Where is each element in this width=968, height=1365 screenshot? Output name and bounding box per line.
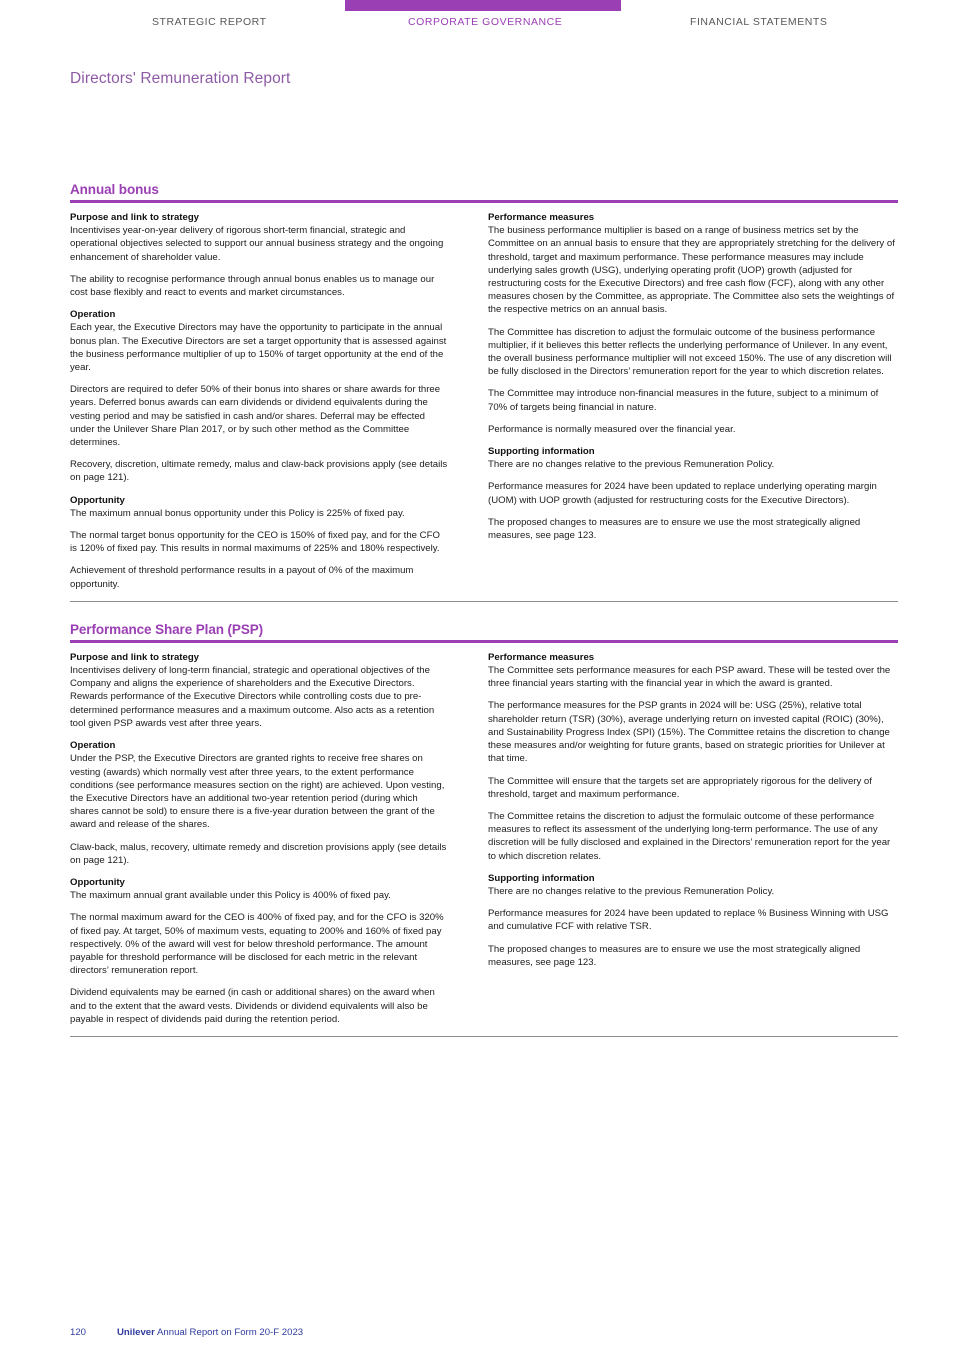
block-heading: Supporting information (488, 872, 595, 884)
paragraph: There are no changes relative to the previous Remuneration Policy. (488, 885, 775, 897)
paragraph: Incentivises delivery of long-term financial, strategic and operational objectives of the Company and aligns the experience of shareholders and the Executive Directors. Rewards performance of the Executive Directors while controlling costs due to pre-determined performance measures and a maximum outcome. Also acts as a retention tool given PSP awards vest after three years. (70, 665, 435, 729)
top-navigation (0, 0, 968, 36)
section-accent-rule (70, 200, 898, 203)
paragraph: The performance measures for the PSP grants in 2024 will be: USG (25%), relative total shareholder return (TSR) (30%), average underlying return on invested capital (ROIC) (30%), and Sustainability Progress Index (SPI) (15%). The Committee retains the discretion to change these measures and/or weighting for future grants, based on strategic priorities for Unilever at that time. (488, 700, 890, 765)
paragraph: The Committee may introduce non-financial measures in the future, subject to a minimum of 70% of targets being financial in nature. (488, 388, 879, 413)
section-columns (70, 211, 898, 591)
document-content (70, 182, 898, 1037)
section-performance-share-plan (70, 622, 898, 1037)
block-heading: Performance measures (488, 651, 595, 663)
nav-tab-corporate-governance[interactable]: CORPORATE GOVERNANCE (408, 16, 563, 28)
paragraph: The business performance multiplier is based on a range of business metrics set by the Committee on an annual basis to ensure that they are appropriately stretching for the delivery of threshold, target and maximum performance. These performance measures may include underlying sales growth (USG), underlying operating profit (UOP) growth (adjusted for restructuring costs for the Executive Directors) and free cash flow (FCF), along with any other measures chosen by the Committee, as appropriate. The Committee also sets the weightings of the respective metrics on an annual basis. (488, 225, 895, 316)
section-annual-bonus (70, 182, 898, 602)
section-heading: Performance Share Plan (PSP) (70, 621, 264, 637)
paragraph: There are no changes relative to the previous Remuneration Policy. (488, 459, 775, 471)
paragraph: The ability to recognise performance through annual bonus enables us to manage our cost base flexibly and react to events and market circumstances. (70, 273, 435, 299)
paragraph: Each year, the Executive Directors may have the opportunity to participate in the annual bonus plan. The Executive Directors are set a target opportunity that is assessed against the business performance multiplier of up to 150% of target opportunity at the end of the year. (70, 322, 447, 374)
block-opportunity (70, 876, 448, 1026)
paragraph: Directors are required to defer 50% of their bonus into shares or share awards for three years. Deferred bonus awards can earn dividends or dividend equivalents during the vesting period and may be satisfied in cash and/or shares. Deferral may be effected under the Unilever Share Plan 2017, or by such other method as the Committee determines. (70, 384, 441, 449)
paragraph: Achievement of threshold performance results in a payout of 0% of the maximum opportunity. (70, 565, 414, 590)
block-operation (70, 308, 448, 484)
section-divider (70, 1036, 898, 1037)
column-right (484, 651, 898, 1026)
paragraph: Incentivises year-on-year delivery of rigorous short-term financial, strategic and operational objectives selected to support our annual business strategy and the ongoing enhancement of shareholder value. (70, 225, 444, 263)
block-heading: Purpose and link to strategy (70, 212, 200, 223)
paragraph: Performance is normally measured over the financial year. (488, 423, 736, 435)
footer-brand-name: Unilever (117, 1327, 155, 1338)
paragraph: Performance measures for 2024 have been updated to replace % Business Winning with USG and cumulative FCF with relative TSR. (488, 908, 889, 933)
block-operation (70, 739, 448, 867)
paragraph: The Committee has discretion to adjust the formulaic outcome of the business performance multiplier, if it believes this better reflects the underlying performance of Unilever. In any event, the overall business performance multiplier will not exceed 150%. The use of any discretion will be fully disclosed in the Directors’ remuneration report for the year to which discretion relates. (488, 326, 892, 378)
block-heading: Opportunity (70, 876, 125, 888)
block-supporting-information (488, 872, 898, 969)
paragraph: Claw-back, malus, recovery, ultimate remedy and discretion provisions apply (see details on page 121). (70, 841, 447, 866)
block-heading: Purpose and link to strategy (70, 651, 200, 663)
section-divider (70, 601, 898, 602)
block-opportunity (70, 494, 448, 591)
block-heading: Supporting information (488, 446, 595, 458)
page-title: Directors' Remuneration Report (70, 70, 291, 87)
column-left (70, 651, 484, 1026)
footer-page-number: 120 (70, 1327, 87, 1338)
block-heading: Operation (70, 309, 116, 321)
paragraph: The Committee will ensure that the targets set are appropriately rigorous for the delivery of threshold, target and maximum performance. (488, 775, 872, 800)
section-accent-rule (70, 640, 898, 643)
paragraph: The Committee sets performance measures for each PSP award. These will be tested over the three financial years starting with the financial year in which the award is granted. (488, 665, 891, 690)
paragraph: Performance measures for 2024 have been updated to replace underlying operating margin (UOM) with UOP growth (adjusted for restructuring costs for the Executive Directors). (488, 481, 877, 506)
block-heading: Opportunity (70, 494, 125, 506)
block-heading: Performance measures (488, 212, 595, 223)
block-performance-measures (488, 211, 898, 436)
page-footer (70, 1327, 303, 1338)
section-heading: Annual bonus (70, 182, 159, 197)
paragraph: The normal maximum award for the CEO is 400% of fixed pay, and for the CFO is 320% of fixed pay. At target, 50% of maximum vests, equating to 200% and 160% of fixed pay respectively. 0% of the award will vest for below threshold performance. The amount payable for threshold performance will be disclosed for each metric in the relevant directors’ remuneration report. (70, 912, 444, 977)
active-tab-indicator-bar (345, 0, 621, 11)
nav-tab-strategic-report[interactable]: STRATEGIC REPORT (152, 16, 267, 28)
paragraph: The normal target bonus opportunity for the CEO is 150% of fixed pay, and for the CFO is 120% of fixed pay. This results in normal maximums of 225% and 180% respectively. (70, 530, 440, 555)
paragraph: The proposed changes to measures are to ensure we use the most strategically aligned measures, see page 123. (488, 516, 861, 542)
block-purpose-and-link-to-strategy (70, 211, 448, 299)
block-performance-measures (488, 651, 898, 863)
paragraph: Dividend equivalents may be earned (in cash or additional shares) on the award when and to the extent that the award vests. Dividends or dividend equivalents will also be payable in respect of dividends paid during the retention period. (70, 987, 435, 1025)
section-columns (70, 651, 898, 1026)
paragraph: Recovery, discretion, ultimate remedy, malus and claw-back provisions apply (see details on page 121). (70, 459, 448, 484)
column-right (484, 211, 898, 591)
paragraph: Under the PSP, the Executive Directors are granted rights to receive free shares on vesting (awards) which normally vest after three years, to the extent performance conditions (see performance measures section on the right) are achieved. Upon vesting, the Executive Directors have an additional two-year retention period (during which shares cannot be sold) to ensure there is a five-year duration between the grant of the award and release of the shares. (70, 753, 445, 831)
block-supporting-information (488, 445, 898, 542)
footer-report-title: Annual Report on Form 20-F 2023 (154, 1327, 304, 1338)
column-left (70, 211, 484, 591)
nav-tab-financial-statements[interactable]: FINANCIAL STATEMENTS (690, 16, 828, 28)
paragraph: The maximum annual grant available under this Policy is 400% of fixed pay. (70, 890, 391, 902)
paragraph: The proposed changes to measures are to ensure we use the most strategically aligned measures, see page 123. (488, 943, 861, 968)
block-heading: Operation (70, 740, 116, 752)
paragraph: The maximum annual bonus opportunity under this Policy is 225% of fixed pay. (70, 507, 405, 519)
paragraph: The Committee retains the discretion to adjust the formulaic outcome of these performance measures to reflect its assessment of the underlying long-term performance. The use of any discretion will be fully disclosed and explained in the Directors’ remuneration report for the year to which discretion relates. (488, 810, 891, 862)
block-purpose-and-link-to-strategy (70, 651, 448, 730)
